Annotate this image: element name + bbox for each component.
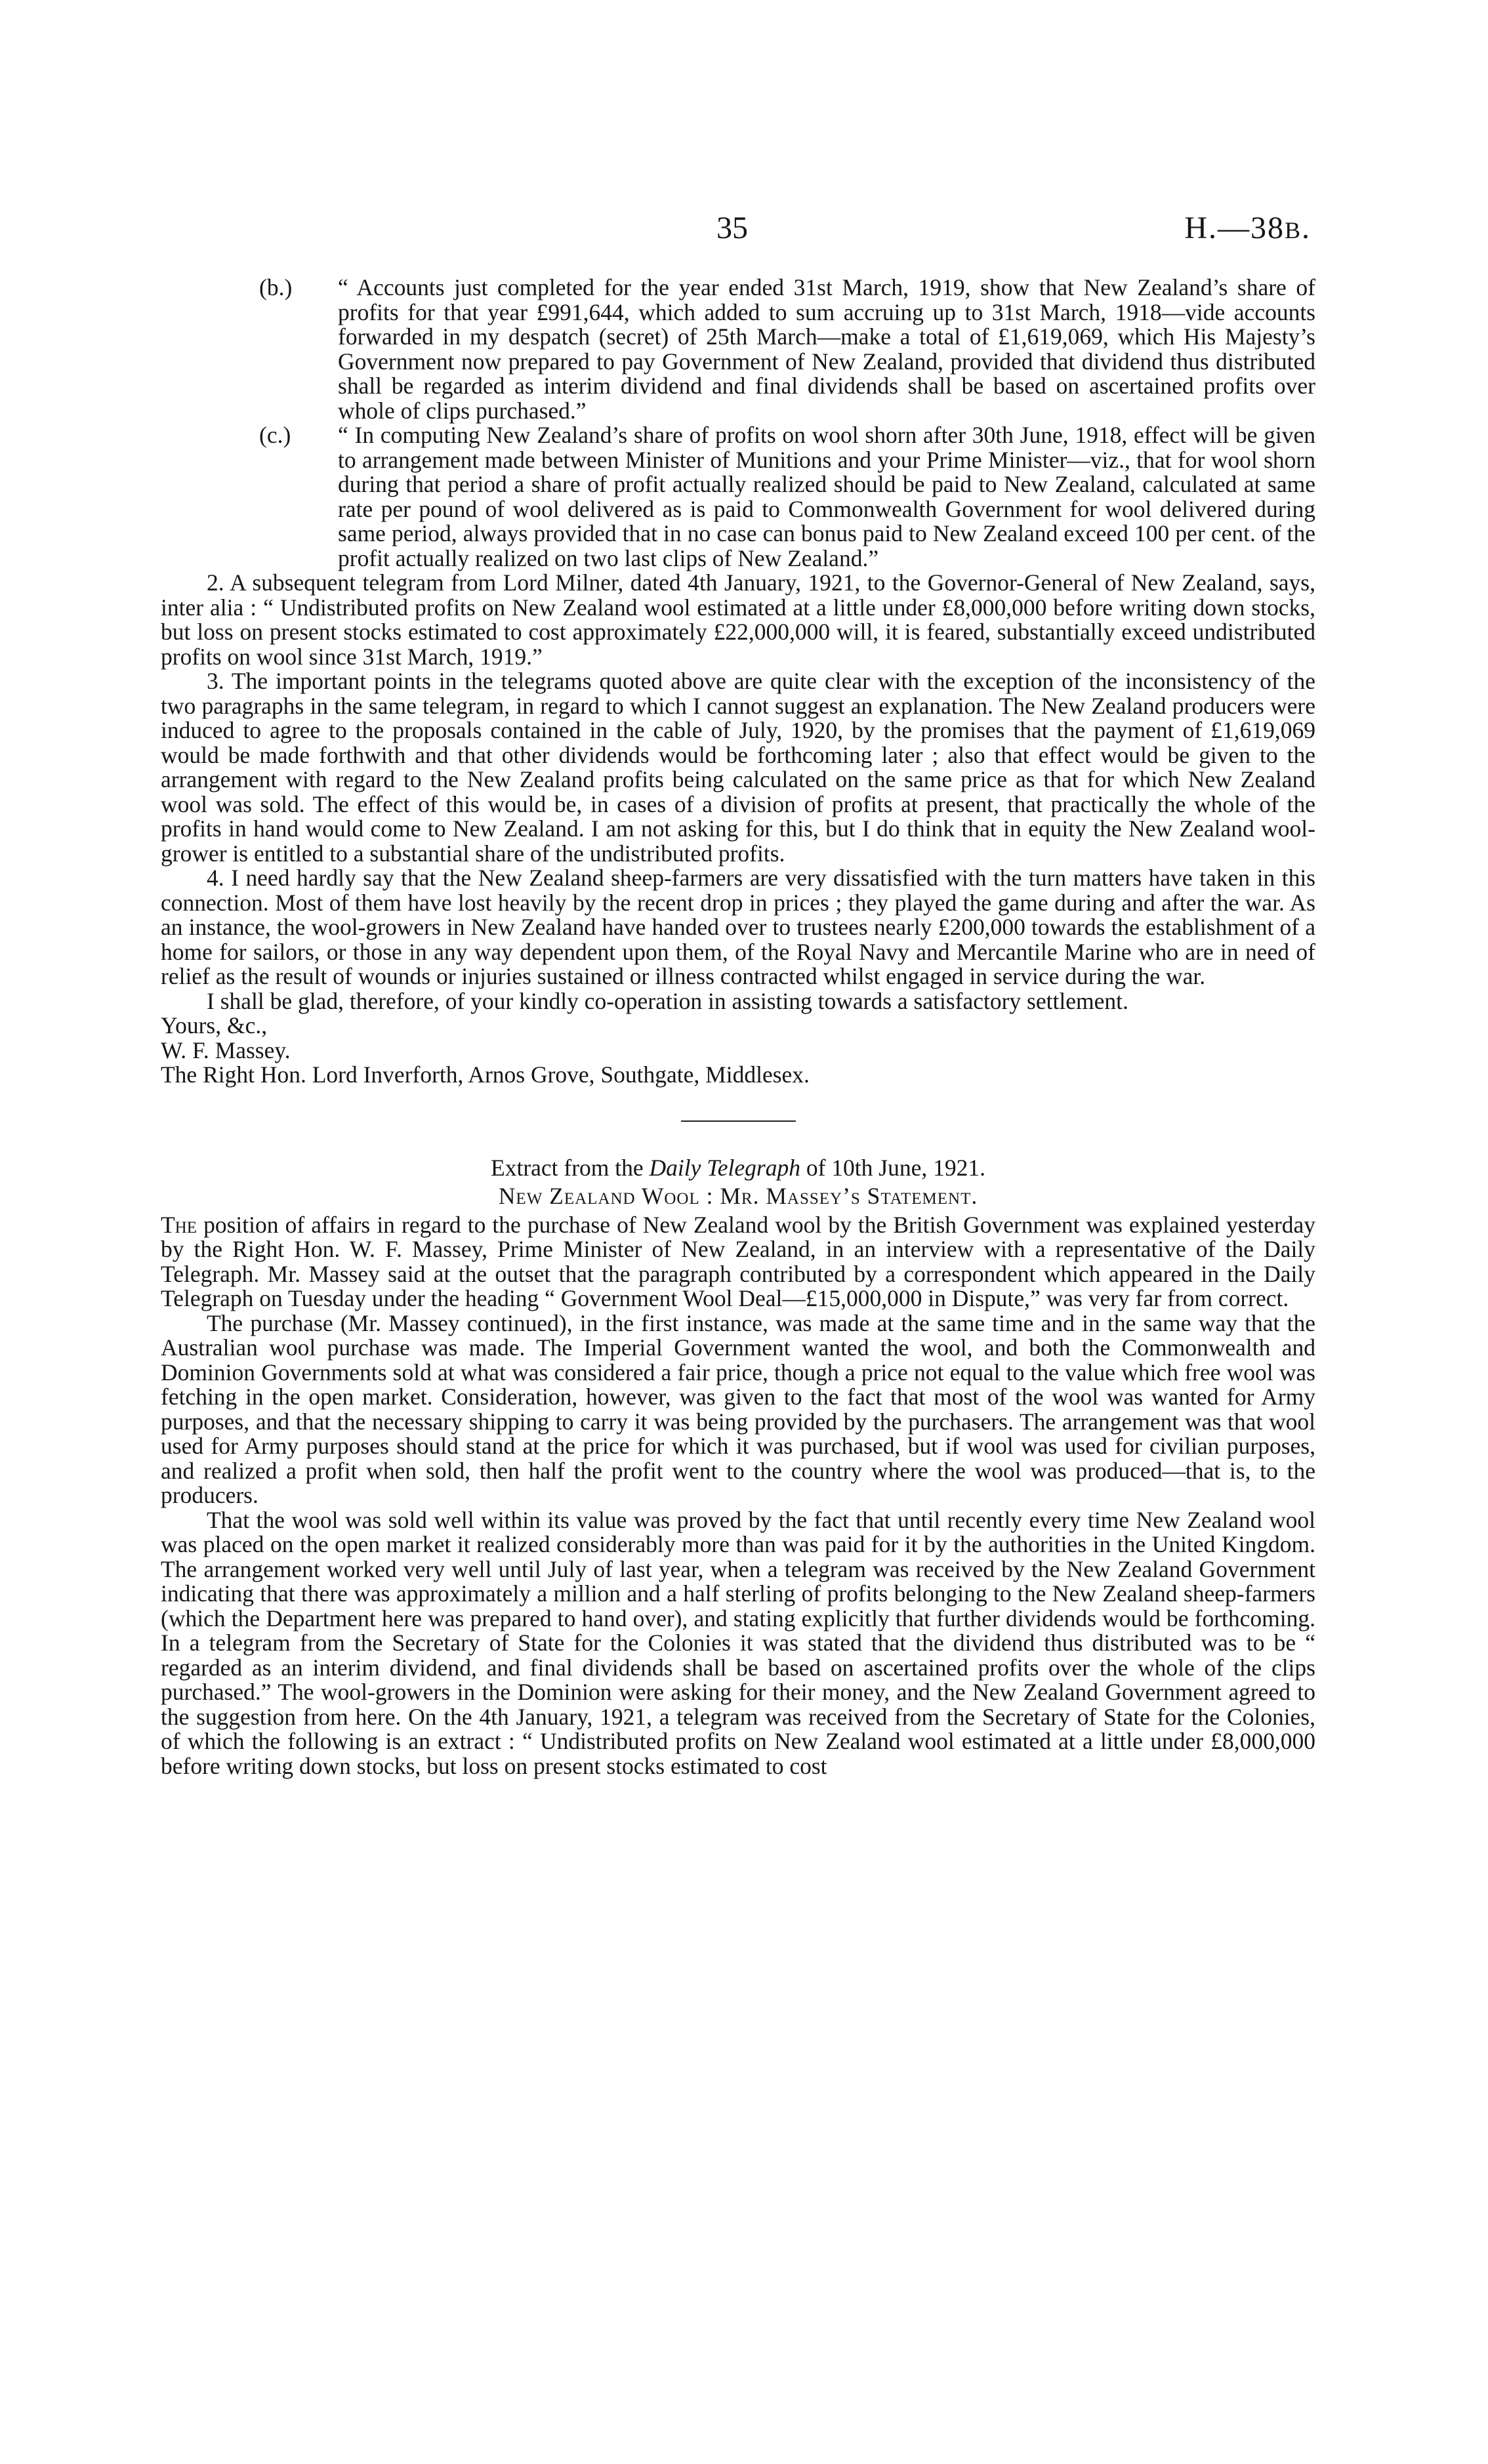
quote-b-text: “ Accounts just completed for the year ended 31st March, 1919, show that New Zealand’s share of profits for that year £991,644, which added to sum accruing up to 31st March, 1918—vide accounts forwarded in my despatch (secret) of 25th March—make a total of £1,619,069, which His Majesty’s Government now prepared to pay Government of New Zealand, provided that dividend thus distributed shall be regarded as interim dividend and final dividends shall be based on ascertained profits over whole of clips purchased.” [338, 274, 1315, 424]
page-number: 35 [716, 211, 748, 245]
signature: W. F. Massey. [161, 1037, 291, 1063]
newspaper-name: Daily Telegraph [649, 1154, 800, 1181]
quote-c-text: “ In computing New Zealand’s share of profits on wool shorn after 30th June, 1918, effect will be given to arrangement made between Minister of Munitions and your Prime Minister—viz., that for wool shorn during that period a share of profit actually realized should be paid to New Zealand, calculated at same rate per pound of wool delivered as is paid to Commonwealth Government for wool delivered during same period, always provided that in no case can bonus paid to New Zealand exceed 100 per cent. of the profit actually realized on two last clips of New Zealand.” [338, 422, 1315, 571]
page-header [0, 210, 1488, 249]
quote-c-label: (c.) [259, 422, 291, 448]
extract-title: Extract from the Daily Telegraph of 10th June, 1921. [491, 1154, 985, 1181]
closing-line: I shall be glad, therefore, of your kindly co-operation in assisting towards a satisfactory settlement. [207, 987, 1128, 1014]
section-divider [681, 1120, 796, 1122]
quote-b [161, 276, 1315, 423]
document-reference: H.—38B. [1184, 211, 1311, 245]
valediction: Yours, &c., [161, 1012, 268, 1038]
document-body [161, 276, 1315, 1778]
quote-c [161, 423, 1315, 571]
addressee: The Right Hon. Lord Inverforth, Arnos Grove, Southgate, Middlesex. [161, 1061, 810, 1088]
paragraph-2: 2. A subsequent telegram from Lord Milner, dated 4th January, 1921, to the Governor-General of New Zealand, says, inter alia : “ Undistributed profits on New Zealand wool estimated at a little under £8,000,000 before writing down stocks, but loss on present stocks estimated to cost approximately £22,000,000 will, it is feared, substantially exceed undistributed profits on wool since 31st March, 1919.” [161, 569, 1315, 670]
extract-paragraph-3: That the wool was sold well within its value was proved by the fact that until recently every time New Zealand wool was placed on the open market it realized considerably more than was paid for it by the authorities in the United Kingdom. The arrangement worked very well until July of last year, when a telegram was received by the New Zealand Government indicating that there was approximately a million and a half sterling of profits belonging to the New Zealand sheep-farmers (which the Department here was prepared to hand over), and stating explicitly that further dividends would be forthcoming. In a telegram from the Secretary of State for the Colonies it was stated that the dividend thus distributed was to be “ regarded as an interim dividend, and final dividends shall be based on ascertained profits over the whole of the clips purchased.” The wool-growers in the Dominion were asking for their money, and the New Zealand Government agreed to the suggestion from here. On the 4th January, 1921, a telegram was received from the Secretary of State for the Colonies, of which the following is an extract : “ Undistributed profits on New Zealand wool estimated at a little under £8,000,000 before writing down stocks, but loss on present stocks estimated to cost [161, 1506, 1315, 1779]
extract-paragraph-2: The purchase (Mr. Massey continued), in the first instance, was made at the same time and in the same way that the Australian wool purchase was made. The Imperial Government wanted the wool, and both the Commonwealth and Dominion Governments sold at what was considered a fair price, though a price not equal to the value which free wool was fetching in the open market. Consideration, however, was given to the fact that most of the wool was wanted for Army purposes, and that the necessary shipping to carry it was being provided by the purchasers. The arrangement was that wool used for Army purposes should stand at the price for which it was purchased, but if wool was used for civilian purposes, and realized a profit when sold, then half the profit went to the country where the wool was produced—that is, to the producers. [161, 1309, 1315, 1508]
extract-paragraph-1: The position of affairs in regard to the purchase of New Zealand wool by the British Government was explained yesterday by the Right Hon. W. F. Massey, Prime Minister of New Zealand, in an interview with a representative of the Daily Telegraph. Mr. Massey said at the outset that the paragraph contributed by a correspondent which appeared in the Daily Telegraph on Tuesday under the heading “ Government Wool Deal—£15,000,000 in Dispute,” was very far from correct. [161, 1211, 1315, 1311]
extract-heading: New Zealand Wool : Mr. Massey’s Statement. [498, 1183, 978, 1209]
quote-b-label: (b.) [259, 274, 293, 300]
paragraph-4: 4. I need hardly say that the New Zealand sheep-farmers are very dissatisfied with the turn matters have taken in this connection. Most of them have lost heavily by the recent drop in prices ; they played the game during and after the war. As an instance, the wool-growers in New Zealand have handed over to trustees nearly £200,000 towards the establishment of a home for sailors, or those in any way dependent upon them, of the Royal Navy and Mercantile Marine who are in need of relief as the result of wounds or injuries sustained or illness contracted whilst engaged in service during the war. [161, 865, 1315, 989]
paragraph-3: 3. The important points in the telegrams quoted above are quite clear with the exception of the inconsistency of the two paragraphs in the same telegram, in regard to which I cannot suggest an explanation. The New Zealand producers were induced to agree to the proposals contained in the cable of July, 1920, by the promises that the payment of £1,619,069 would be made forthwith and that other dividends would be forthcoming later ; also that effect would be given to the arrangement with regard to the New Zealand profits being calculated on the same price as that for which New Zealand wool was sold. The effect of this would be, in cases of a division of profits at present, that practically the whole of the profits in hand would come to New Zealand. I am not asking for this, but I do think that in equity the New Zealand wool-grower is entitled to a substantial share of the undistributed profits. [161, 668, 1315, 867]
